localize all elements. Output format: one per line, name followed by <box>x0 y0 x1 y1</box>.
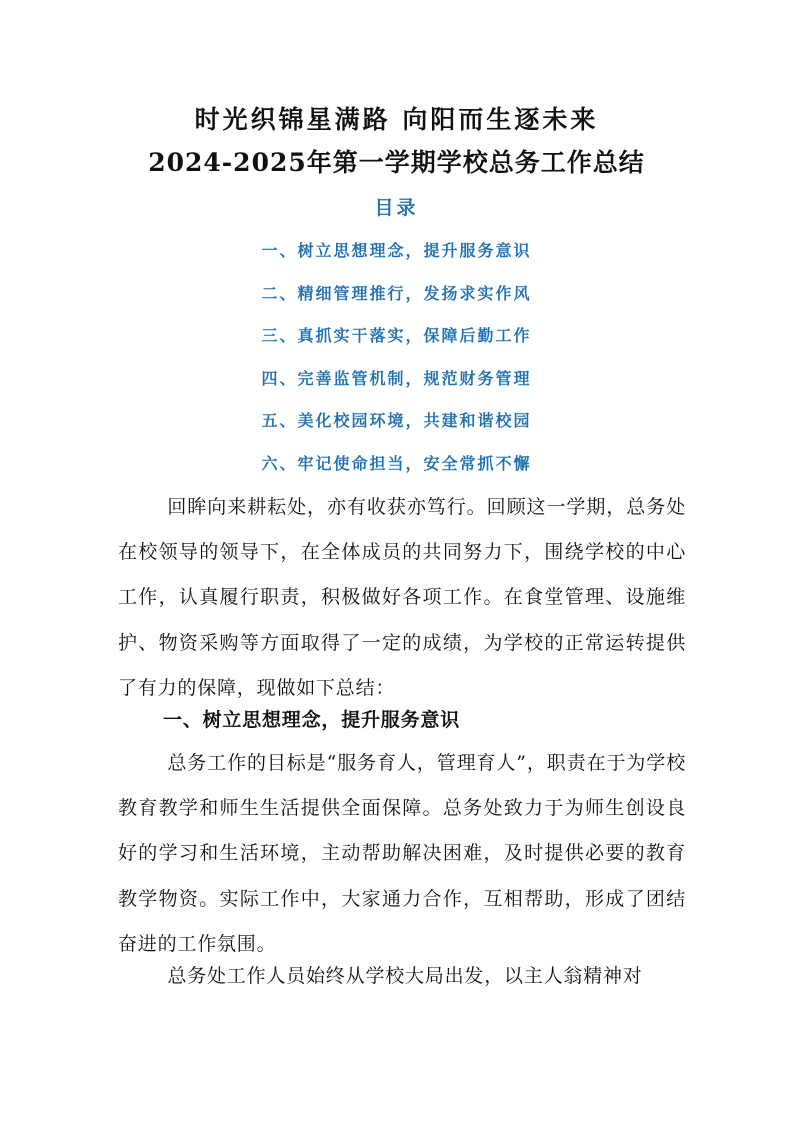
document-title-line2: 2024-2025年第一学期学校总务工作总结 <box>148 148 645 177</box>
section1-paragraph-2: 总务处工作人员始终从学校大局出发，以主人翁精神对 <box>167 965 643 987</box>
toc-heading: 目录 <box>374 197 419 219</box>
section-heading-1: 一、树立思想理念，提升服务意识 <box>163 709 461 731</box>
toc-item-4[interactable]: 四、完善监管机制，规范财务管理 <box>261 368 532 388</box>
toc-item-1[interactable]: 一、树立思想理念，提升服务意识 <box>261 241 532 260</box>
toc-item-3[interactable]: 三、真抓实干落实，保障后勤工作 <box>261 326 532 346</box>
toc-item-6[interactable]: 六、牢记使命担当，安全常抓不懈 <box>261 453 532 473</box>
toc-item-2[interactable]: 二、精细管理推行，发扬求实作风 <box>261 283 532 303</box>
toc-item-5[interactable]: 五、美化校园环境，共建和谐校园 <box>261 411 532 431</box>
intro-paragraph: 回眸向来耕耘处，亦有收获亦笃行。回顾这一学期，总务处在校领导的领导下，在全体成员的共同努力下，围绕学校的中心工作，认真履行职责，积极做好各项工作。在食堂管理、设施维护、物资采购等方面取得了一定的成绩，为学校的正常运转提供了有力的保障，现做如下总结： <box>118 496 686 699</box>
table-of-contents <box>0 238 793 494</box>
section1-paragraph-1: 总务工作的目标是“服务育人，管理育人”，职责在于为学校教育教学和师生生活提供全面保障。总务处致力于为师生创设良好的学习和生活环境，主动帮助解决困难，及时提供必要的教育教学物资。实际工作中，大家通力合作，互相帮助，形成了团结奋进的工作氛围。 <box>118 752 686 955</box>
document-title-line1: 时光织锦星满路 向阳而生逐未来 <box>194 105 599 134</box>
